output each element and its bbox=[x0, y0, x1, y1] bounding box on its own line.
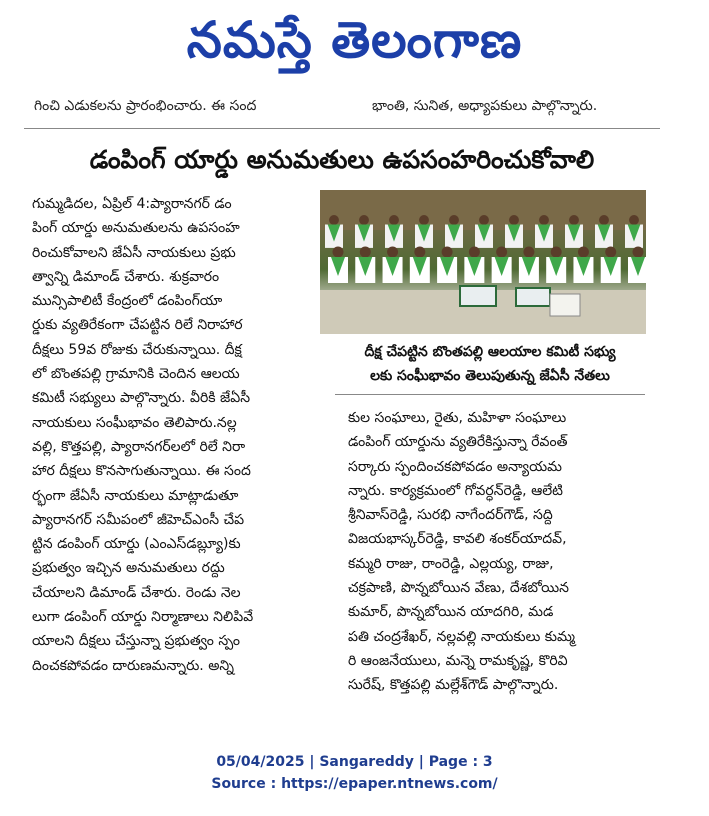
article-text-line: ర్భంగా జేఏసీ నాయకులు మాట్లాడుతూ bbox=[32, 487, 239, 504]
article-text-line: కుమార్, పొన్నబోయిన యాదగిరి, మడ bbox=[348, 604, 554, 621]
article-text-line: లుగా డంపింగ్ యార్డు నిర్మాణాలు నిలిపివే bbox=[32, 609, 254, 626]
previous-article-snippet-left: గించి ఎడుకలను ప్రారంభించారు. ఈ సంద bbox=[34, 98, 257, 114]
person-head bbox=[539, 215, 549, 225]
masthead-logo: నమస్తే తెలంగాణ bbox=[186, 11, 523, 69]
person-head bbox=[359, 215, 369, 225]
article-text-line: పతి చంద్రశేఖర్, నల్లవల్లి నాయకులు కుమ్మ bbox=[348, 628, 576, 645]
article-text-line: గుమ్మడిదల, ఏప్రిల్ 4:ప్యారానగర్ డం bbox=[32, 196, 232, 212]
previous-article-snippet-right: భాంతి, సునిత, అధ్యాపకులు పాల్గొన్నారు. bbox=[372, 98, 598, 114]
person-head bbox=[509, 215, 519, 225]
article-text-line: పింగ్ యార్డు అనుమతులను ఉపసంహ bbox=[32, 220, 240, 237]
person-head bbox=[599, 215, 609, 225]
article-text-line: నాయకులు సంఘీభావం తెలిపారు.నల్ల bbox=[32, 414, 237, 431]
person-head bbox=[414, 247, 425, 258]
article-text-line: కమిటీ సభ్యులు పాల్గొన్నారు. వీరికి జేఏసీ bbox=[32, 390, 251, 407]
article-text-line: యాలని దీక్షలు చేస్తున్నా ప్రభుత్వం స్పం bbox=[32, 633, 240, 650]
person-head bbox=[449, 215, 459, 225]
person-head bbox=[496, 247, 507, 258]
article-text-line: న్నారు. కార్యక్రమంలో గోవర్ధన్‌రెడ్డి, ఆలేటి bbox=[348, 482, 563, 499]
person-head bbox=[333, 247, 344, 258]
masthead bbox=[0, 4, 709, 76]
person-head bbox=[469, 247, 480, 258]
caption-line: లకు సంఘీభావం తెలుపుతున్న జేఏసీ నేతలు bbox=[370, 368, 610, 384]
person-head bbox=[389, 215, 399, 225]
person-head bbox=[419, 215, 429, 225]
article-text-line: ర్డుకు వ్యతిరేకంగా చేపట్టిన రిలే నిరాహార bbox=[32, 317, 243, 334]
article-text-line: దించకపోవడం దారుణమన్నారు. అన్ని bbox=[32, 657, 234, 674]
person-head bbox=[633, 247, 644, 258]
caption-divider bbox=[335, 394, 645, 395]
person-head bbox=[578, 247, 589, 258]
article-text-line: విజయభాస్కర్‌రెడ్డి, కావలి శంకర్‌యాదవ్, bbox=[348, 531, 567, 548]
source-link[interactable]: Source : https://epaper.ntnews.com/ bbox=[211, 776, 498, 792]
article-text-line: కుల సంఘాలు, రైతు, మహిళా సంఘాలు bbox=[348, 410, 567, 426]
article-text-line: వల్లి, కొత్తపల్లి, ప్యారానగర్‌లలో రిలే నిరా bbox=[32, 438, 246, 455]
person-head bbox=[569, 215, 579, 225]
article-text-line: లో బొంతపల్లి గ్రామానికి చెందిన ఆలయ bbox=[32, 366, 240, 383]
article-text-line: సర్కారు స్పందించకపోవడం అన్యాయమ bbox=[348, 458, 562, 475]
photo-caption bbox=[335, 340, 645, 388]
person-head bbox=[629, 215, 639, 225]
article-text-line: కమ్మరి రాజు, రాంరెడ్డి, ఎల్లయ్య, రాజు, bbox=[348, 555, 554, 572]
divider bbox=[24, 128, 660, 129]
edition-info: 05/04/2025 | Sangareddy | Page : 3 bbox=[216, 754, 493, 770]
article-text-line: దీక్షలు 59వ రోజుకు చేరుకున్నాయి. దీక్ష bbox=[32, 341, 242, 358]
article-headline: డంపింగ్ యార్డు అనుమతులు ఉపసంహరించుకోవాలి bbox=[89, 145, 595, 174]
article-text-line: ప్యారానగర్ సమీపంలో జీహెచ్ఎంసీ చేప bbox=[32, 511, 245, 528]
caption-line: దీక్ష చేపట్టిన బొంతపల్లి ఆలయాల కమిటీ సభ్యు bbox=[364, 344, 616, 360]
article-text-line: రించుకోవాలని జేఏసీ నాయకులు ప్రభు bbox=[32, 244, 236, 261]
article-text-line: శ్రీనివాస్‌రెడ్డి, సురభి నాగేందర్‌గౌడ్, సద్ది bbox=[348, 507, 553, 524]
article-text-line: డంపింగ్ యార్డును వ్యతిరేకిస్తున్నా రేవంత్ bbox=[348, 434, 568, 451]
person-head bbox=[523, 247, 534, 258]
article-body-right-column bbox=[348, 406, 644, 698]
news-photo bbox=[320, 190, 646, 334]
person-head bbox=[387, 247, 398, 258]
article-text-line: మున్సిపాలిటీ కేంద్రంలో డంపింగ్‌యా bbox=[32, 293, 223, 310]
person-head bbox=[605, 247, 616, 258]
person-head bbox=[479, 215, 489, 225]
article-text-line: చక్రపాణి, పొన్నబోయిన వేణు, దేశబోయిన bbox=[348, 580, 569, 597]
person-head bbox=[442, 247, 453, 258]
person-head bbox=[329, 215, 339, 225]
article-text-line: త్వాన్ని డిమాండ్ చేశారు. శుక్రవారం bbox=[32, 268, 220, 285]
article-text-line: చేయాలని డిమాండ్ చేశారు. రెండు నెల bbox=[32, 584, 241, 601]
article-body-left-column bbox=[32, 192, 318, 678]
person-head bbox=[360, 247, 371, 258]
article-text-line: రి ఆంజనేయులు, మన్నె రామకృష్ణ, కొరివి bbox=[348, 652, 568, 669]
person-head bbox=[551, 247, 562, 258]
article-text-line: ప్రభుత్వం ఇచ్చిన అనుమతులు రద్దు bbox=[32, 560, 225, 577]
group-photo-illustration bbox=[320, 190, 646, 334]
article-text-line: హార దీక్షలు కొనసాగుతున్నాయి. ఈ సంద bbox=[32, 463, 251, 480]
article-text-line: ట్టిన డంపింగ్ యార్డు (ఎంఎస్‌డబ్ల్యూ)కు bbox=[32, 536, 241, 553]
article-text-line: సురేష్, కొత్తపల్లి మల్లేశ్‌గౌడ్ పాల్గొన్నారు. bbox=[348, 677, 559, 694]
